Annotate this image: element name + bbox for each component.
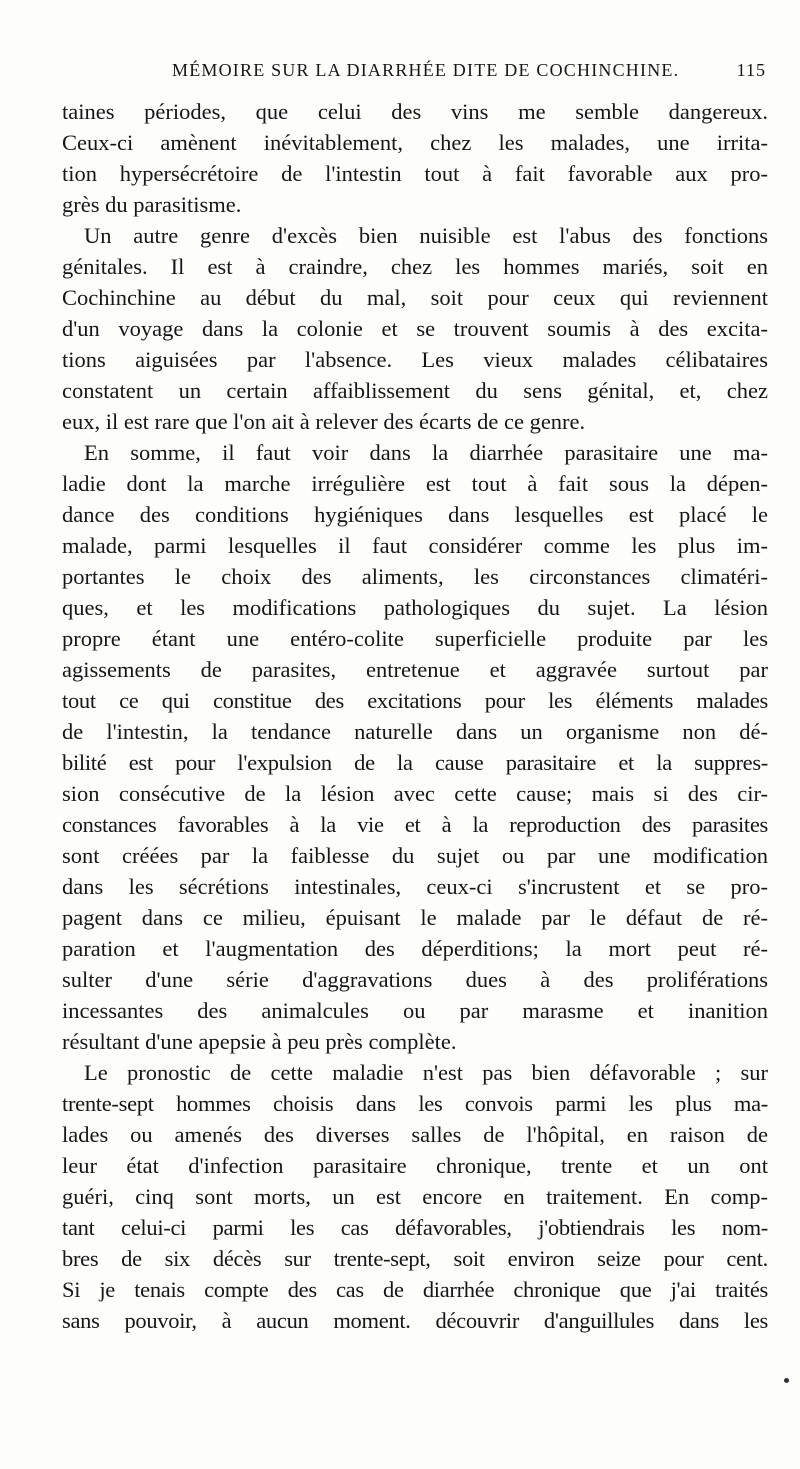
text-line: ladie dont la marche irrégulière est tout à fait sous la dépen- — [62, 471, 768, 496]
text-line: tion hypersécrétoire de l'intestin tout à fait favorable aux pro- — [62, 161, 768, 186]
text-line: paration et l'augmentation des déperditions; la mort peut ré- — [62, 936, 768, 961]
text-line: tout ce qui constitue des excitations pour les éléments malades — [62, 688, 768, 713]
text-line: eux, il est rare que l'on ait à relever des écarts de ce genre. — [62, 409, 586, 434]
text-line: trente-sept hommes choisis dans les convois parmi les plus ma- — [62, 1091, 768, 1116]
text-line: Si je tenais compte des cas de diarrhée chronique que j'ai traités — [62, 1277, 768, 1302]
paragraph-2 — [62, 220, 768, 437]
text-line: En somme, il faut voir dans la diarrhée parasitaire une ma- — [84, 440, 768, 465]
text-line: bilité est pour l'expulsion de la cause parasitaire et la suppres- — [62, 750, 768, 775]
text-line: dans les sécrétions intestinales, ceux-ci s'incrustent et se pro- — [62, 874, 768, 899]
paragraph-3 — [62, 437, 768, 1057]
text-line: guéri, cinq sont morts, un est encore en traitement. En comp- — [62, 1184, 768, 1209]
text-line: de l'intestin, la tendance naturelle dans un organisme non dé- — [62, 719, 768, 744]
text-line: pagent dans ce milieu, épuisant le malade par le défaut de ré- — [62, 905, 768, 930]
text-line: résultant d'une apepsie à peu près complète. — [62, 1029, 457, 1054]
text-line: bres de six décès sur trente-sept, soit environ seize pour cent. — [62, 1246, 768, 1271]
text-line: constances favorables à la vie et à la reproduction des parasites — [62, 812, 768, 837]
text-line: sion consécutive de la lésion avec cette cause; mais si des cir- — [62, 781, 768, 806]
text-line: agissements de parasites, entretenue et aggravée surtout par — [62, 657, 768, 682]
text-line: leur état d'infection parasitaire chronique, trente et un ont — [62, 1153, 768, 1178]
text-line: d'un voyage dans la colonie et se trouvent soumis à des excita- — [62, 316, 768, 341]
text-line: tions aiguisées par l'absence. Les vieux malades célibataires — [62, 347, 768, 372]
paragraph-4 — [62, 1057, 768, 1336]
running-title: MÉMOIRE SUR LA DIARRHÉE DITE DE COCHINCHINE. — [172, 60, 680, 80]
text-line: taines périodes, que celui des vins me semble dangereux. — [62, 99, 768, 124]
body-text — [62, 96, 768, 1336]
text-line: portantes le choix des aliments, les circonstances climatéri- — [62, 564, 768, 589]
text-line: grès du parasitisme. — [62, 192, 242, 217]
text-line: Ceux-ci amènent inévitablement, chez les malades, une irrita- — [62, 130, 768, 155]
text-line: ques, et les modifications pathologiques du sujet. La lésion — [62, 595, 768, 620]
text-line: dance des conditions hygiéniques dans lesquelles est placé le — [62, 502, 768, 527]
text-line: Cochinchine au début du mal, soit pour ceux qui reviennent — [62, 285, 768, 310]
ink-speck — [784, 1378, 789, 1383]
text-line: génitales. Il est à craindre, chez les hommes mariés, soit en — [62, 254, 768, 279]
text-line: sans pouvoir, à aucun moment. découvrir d'anguillules dans les — [62, 1308, 768, 1333]
text-line: tant celui-ci parmi les cas défavorables, j'obtiendrais les nom- — [62, 1215, 768, 1240]
text-line: incessantes des animalcules ou par marasme et inanition — [62, 998, 768, 1023]
text-line: malade, parmi lesquelles il faut considérer comme les plus im- — [62, 533, 768, 558]
text-line: Le pronostic de cette maladie n'est pas bien défavorable ; sur — [84, 1060, 768, 1085]
text-line: sulter d'une série d'aggravations dues à des proliférations — [62, 967, 768, 992]
running-head — [62, 60, 766, 90]
text-line: constatent un certain affaiblissement du sens génital, et, chez — [62, 378, 768, 403]
page-number: 115 — [736, 60, 766, 80]
text-line: lades ou amenés des diverses salles de l'hôpital, en raison de — [62, 1122, 768, 1147]
text-line: sont créées par la faiblesse du sujet ou par une modification — [62, 843, 768, 868]
paragraph-1 — [62, 96, 768, 220]
text-line: Un autre genre d'excès bien nuisible est l'abus des fonctions — [84, 223, 768, 248]
text-line: propre étant une entéro-colite superficielle produite par les — [62, 626, 768, 651]
